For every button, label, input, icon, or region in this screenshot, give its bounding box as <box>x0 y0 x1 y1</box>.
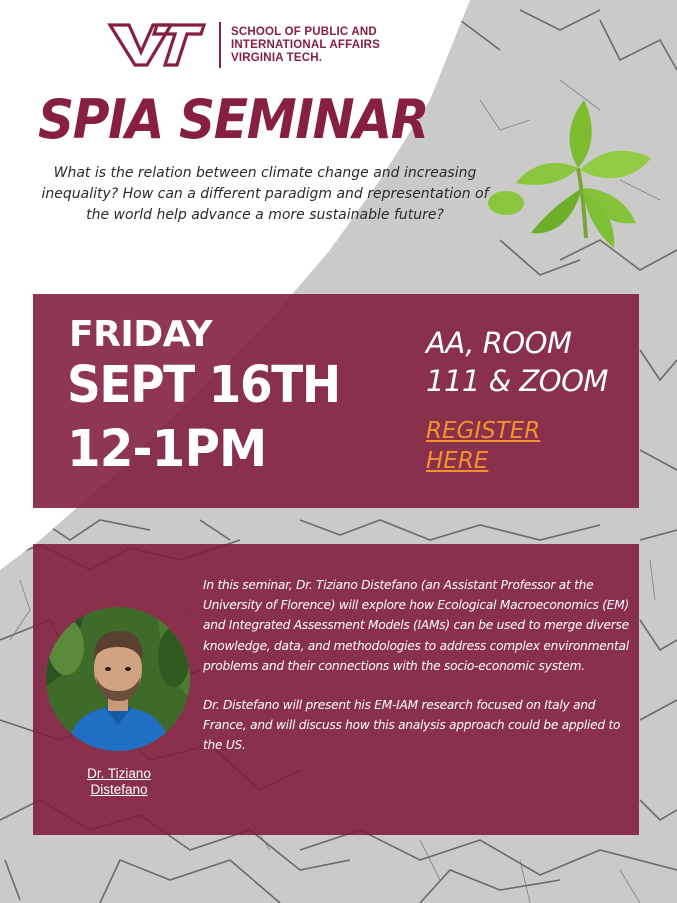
vt-spia-logo <box>107 22 380 68</box>
seedling-image <box>486 88 671 258</box>
event-day: FRIDAY <box>69 314 213 355</box>
bio-paragraph-2: Dr. Distefano will present his EM-IAM research focused on Italy and France, and will discuss how this analysis approach could be applied to the US. <box>203 698 621 753</box>
logo-line-1: SCHOOL OF PUBLIC AND <box>231 25 377 38</box>
logo-line-2: INTERNATIONAL AFFAIRS <box>231 38 381 51</box>
vt-logo-mark-icon <box>107 22 207 68</box>
register-link[interactable]: REGISTER HERE <box>426 418 541 474</box>
speaker-bio <box>203 575 633 775</box>
bio-paragraph-1: In this seminar, Dr. Tiziano Distefano (an Assistant Professor at the University of Florence) will explore how Ecological Macroeconomics (EM) and Integrated Assessment Models (IAMs) can be used to merge diverse knowledge, data, and methodologies to address complex environmental problems and their connections with the socio-economic system. <box>203 578 629 673</box>
event-location: AA, ROOM 111 & ZOOM <box>426 326 608 398</box>
logo-text <box>231 26 380 65</box>
page-title: SPIA SEMINAR <box>38 88 428 151</box>
event-time: 12-1PM <box>67 420 267 479</box>
speaker-avatar <box>46 607 190 751</box>
speaker-name[interactable]: Dr. Tiziano Distefano <box>87 766 151 797</box>
intro-question: What is the relation between climate change and increasing inequality? How can a different paradigm and representation of the world help advance a more sustainable future? <box>41 165 489 223</box>
logo-divider <box>219 22 221 68</box>
event-date: SEPT 16TH <box>67 356 340 415</box>
speaker-panel <box>33 544 639 835</box>
event-details-panel <box>33 294 639 508</box>
logo-line-3: VIRGINIA TECH. <box>231 51 323 64</box>
